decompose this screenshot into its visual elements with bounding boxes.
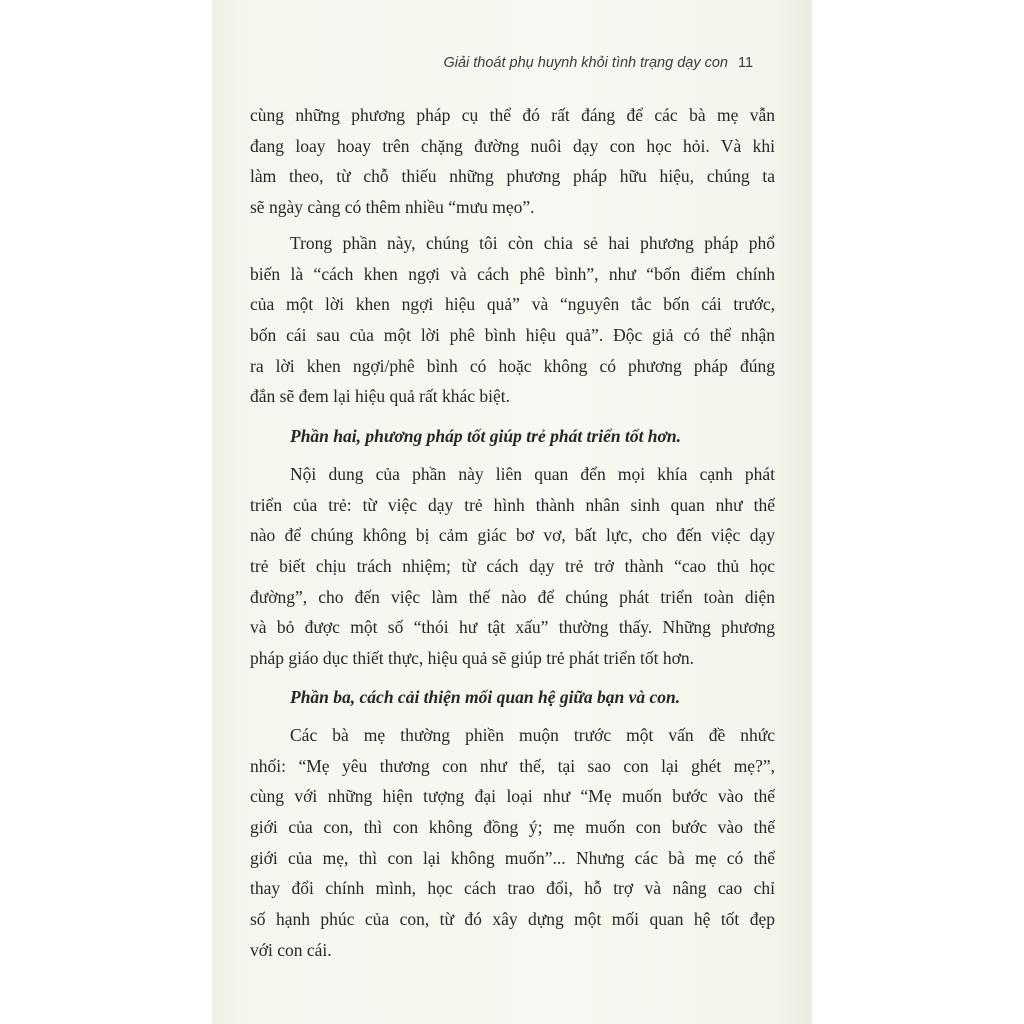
body-line: biến là “cách khen ngợi và cách phê bình”, như “bốn điểm chính: [250, 263, 775, 284]
body-line: sẽ ngày càng có thêm nhiều “mưu mẹo”.: [250, 197, 535, 218]
body-line: với con cái.: [250, 939, 332, 960]
body-line: ra lời khen ngợi/phê bình có hoặc không có phương pháp đúng: [250, 355, 775, 376]
body-line: làm theo, từ chỗ thiếu những phương pháp hữu hiệu, chúng ta: [250, 166, 775, 187]
paragraph-2: [250, 228, 775, 412]
running-header-title: Giải thoát phụ huynh khỏi tình trạng dạy con: [443, 55, 728, 71]
heading-text: Phần ba, cách cải thiện mối quan hệ giữa bạn và con.: [290, 687, 681, 707]
body-line: đường”, cho đến việc làm thế nào để chúng phát triển toàn diện: [250, 586, 775, 607]
body-line: đang loay hoay trên chặng đường nuôi dạy con học hỏi. Và khi: [250, 135, 775, 156]
paragraph-1: [250, 100, 775, 223]
body-line: và bỏ được một số “thói hư tật xấu” thường thấy. Những phương: [250, 617, 775, 638]
body-line: trẻ biết chịu trách nhiệm; từ cách dạy trẻ trở thành “cao thủ học: [250, 556, 775, 577]
section-heading-part-3: [250, 682, 775, 713]
page-number: 11: [738, 55, 754, 71]
body-line: giới của con, thì con không đồng ý; mẹ muốn con bước vào thế: [250, 817, 775, 838]
body-line: nhối: “Mẹ yêu thương con như thế, tại sao con lại ghét mẹ?”,: [250, 755, 775, 776]
body-line: Các bà mẹ thường phiền muộn trước một vấn đề nhức: [290, 725, 775, 745]
paragraph-4: [250, 720, 775, 966]
body-line: đắn sẽ đem lại hiệu quả rất khác biệt.: [250, 386, 510, 407]
body-line: nào để chúng không bị cảm giác bơ vơ, bất lực, cho đến việc dạy: [250, 525, 775, 546]
paragraph-3: [250, 459, 775, 674]
body-line: Nội dung của phần này liên quan đến mọi khía cạnh phát: [290, 464, 775, 484]
body-line: thay đổi chính mình, học cách trao đổi, hỗ trợ và nâng cao chỉ: [250, 878, 775, 899]
body-line: bốn cái sau của một lời phê bình hiệu quả”. Độc giả có thể nhận: [250, 325, 775, 346]
section-heading-part-2: [250, 421, 775, 452]
body-line: Trong phần này, chúng tôi còn chia sẻ hai phương pháp phổ: [290, 233, 775, 253]
body-line: cùng với những hiện tượng đại loại như “Mẹ muốn bước vào thế: [250, 786, 775, 807]
body-line: triển của trẻ: từ việc dạy trẻ hình thành nhân sinh quan như thế: [250, 494, 775, 515]
body-line: pháp giáo dục thiết thực, hiệu quả sẽ giúp trẻ phát triển tốt hơn.: [250, 648, 694, 669]
body-line: của một lời khen ngợi hiệu quả” và “nguyên tắc bốn cái trước,: [250, 294, 775, 315]
body-line: giới của mẹ, thì con lại không muốn”... Nhưng các bà mẹ có thể: [250, 847, 775, 868]
body-line: số hạnh phúc của con, từ đó xây dựng một mối quan hệ tốt đẹp: [250, 909, 775, 930]
heading-text: Phần hai, phương pháp tốt giúp trẻ phát triển tốt hơn.: [290, 426, 682, 446]
body-line: cùng những phương pháp cụ thể đó rất đáng để các bà mẹ vẫn: [250, 105, 775, 125]
